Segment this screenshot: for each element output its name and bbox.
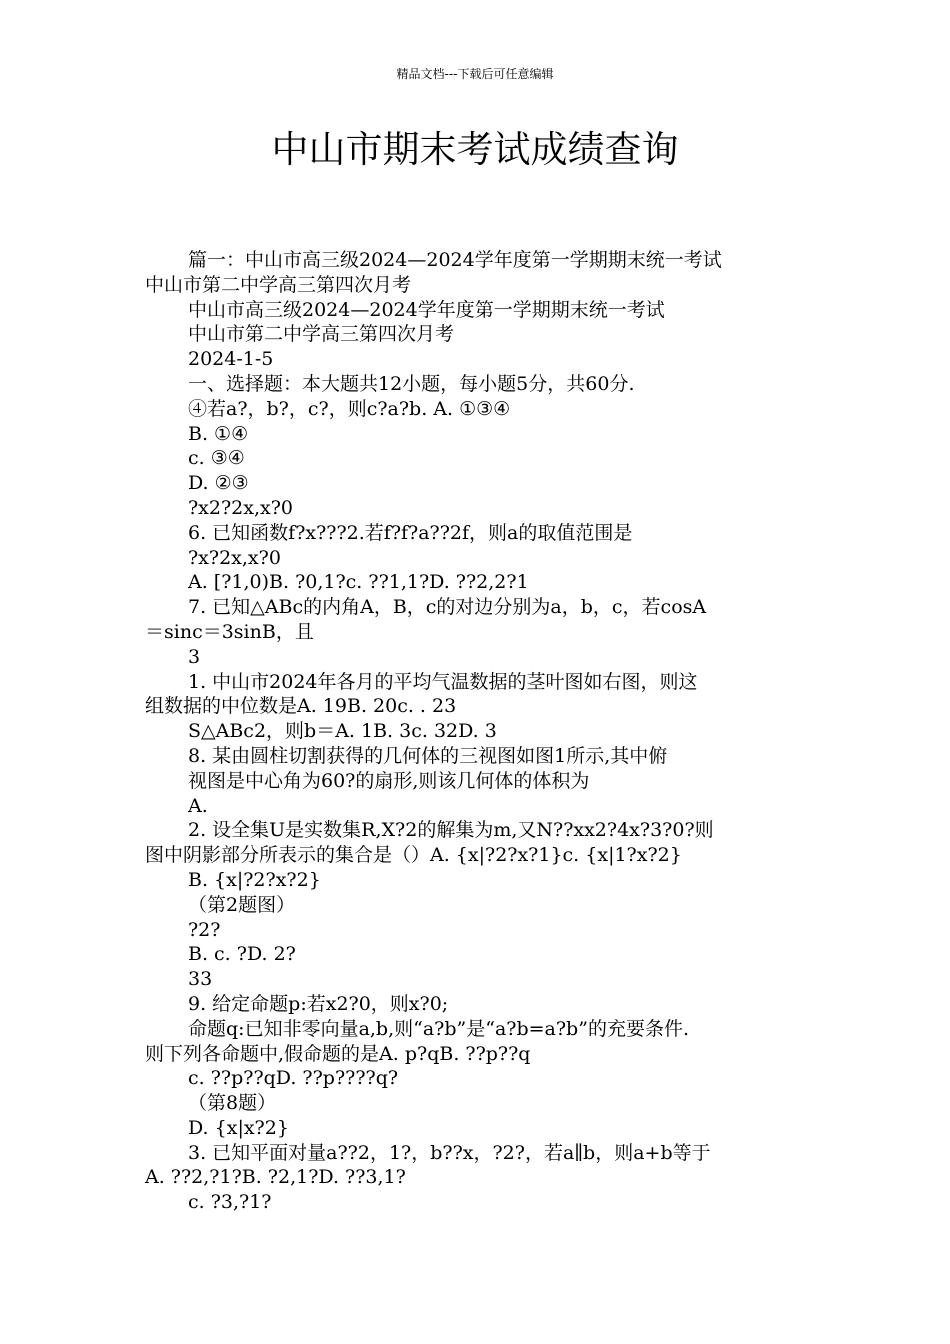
text-line: 组数据的中位数是A. 19B. 20c. . 23 <box>145 695 457 718</box>
text-line: A. [?1,0)B. ?0,1?c. ??1,1?D. ??2,2?1 <box>188 571 529 594</box>
text-line: ?2? <box>188 918 221 941</box>
text-line: 7. 已知△ABc的内角A，B，c的对边分别为a，b，c，若cosA <box>188 596 707 619</box>
text-line: ＝sinc＝3sinB，且 <box>145 620 314 643</box>
text-line: 2024-1-5 <box>188 348 274 371</box>
text-line: 9. 给定命题p:若x2?0，则x?0; <box>188 992 449 1015</box>
text-line: 则下列各命题中,假命题的是A. p?qB. ??p??q <box>145 1042 531 1065</box>
text-line: A. ??2,?1?B. ?2,1?D. ??3,1? <box>145 1166 406 1189</box>
text-line: c. ?3,?1? <box>188 1191 272 1214</box>
text-line: 一、选择题：本大题共12小题，每小题5分，共60分. <box>188 372 635 395</box>
text-line: 1. 中山市2024年各月的平均气温数据的茎叶图如右图，则这 <box>188 670 698 693</box>
text-line: B. c. ?D. 2? <box>188 943 296 966</box>
text-line: A. <box>188 794 208 817</box>
text-line: B. ①④ <box>188 422 249 445</box>
text-line: 命题q:已知非零向量a,b,则“a?b”是“a?b=a?b”的充要条件. <box>188 1017 689 1040</box>
text-line: 中山市第二中学高三第四次月考 <box>145 273 412 296</box>
text-line: D. {x|x?2} <box>188 1116 289 1139</box>
text-line: 中山市高三级2024—2024学年度第一学期期末统一考试 <box>188 298 665 321</box>
text-line: 视图是中心角为60?的扇形,则该几何体的体积为 <box>188 769 590 792</box>
text-line: 8. 某由圆柱切割获得的几何体的三视图如图1所示,其中俯 <box>188 744 668 767</box>
text-line: 3. 已知平面对量a??2，1?，b??x，?2?，若a∥b，则a+b等于 <box>188 1141 711 1164</box>
text-line: c. ③④ <box>188 447 245 470</box>
text-line: 篇一：中山市高三级2024—2024学年度第一学期期末统一考试 <box>188 249 722 271</box>
text-line: （第2题图） <box>188 893 296 916</box>
text-line: S△ABc2，则b＝A. 1B. 3c. 32D. 3 <box>188 720 497 743</box>
text-line: 33 <box>188 968 213 991</box>
text-line: （第8题） <box>188 1092 277 1115</box>
text-line: c. ??p??qD. ??p????q? <box>188 1067 399 1090</box>
text-line: 6. 已知函数f?x???2.若f?f?a??2f，则a的取值范围是 <box>188 521 633 544</box>
document-body <box>145 248 813 1215</box>
text-line: D. ②③ <box>188 472 249 495</box>
page-title: 中山市期末考试成绩查询 <box>271 128 679 171</box>
text-line: 3 <box>188 645 201 668</box>
text-line: ④若a?，b?，c?，则c?a?b. A. ①③④ <box>188 397 511 420</box>
text-line: ?x?2x,x?0 <box>188 546 281 569</box>
text-line: 图中阴影部分所表示的集合是（）A. {x|?2?x?1}c. {x|1?x?2} <box>145 844 682 867</box>
text-line: B. {x|?2?x?2} <box>188 868 321 891</box>
text-line: 中山市第二中学高三第四次月考 <box>188 323 455 346</box>
text-line: ?x2?2x,x?0 <box>188 496 294 519</box>
page-header: 精品文档---下载后可任意编辑 <box>396 67 554 81</box>
text-line: 2. 设全集U是实数集R,X?2的解集为m,又N??xx2?4x?3?0?则 <box>188 819 714 842</box>
